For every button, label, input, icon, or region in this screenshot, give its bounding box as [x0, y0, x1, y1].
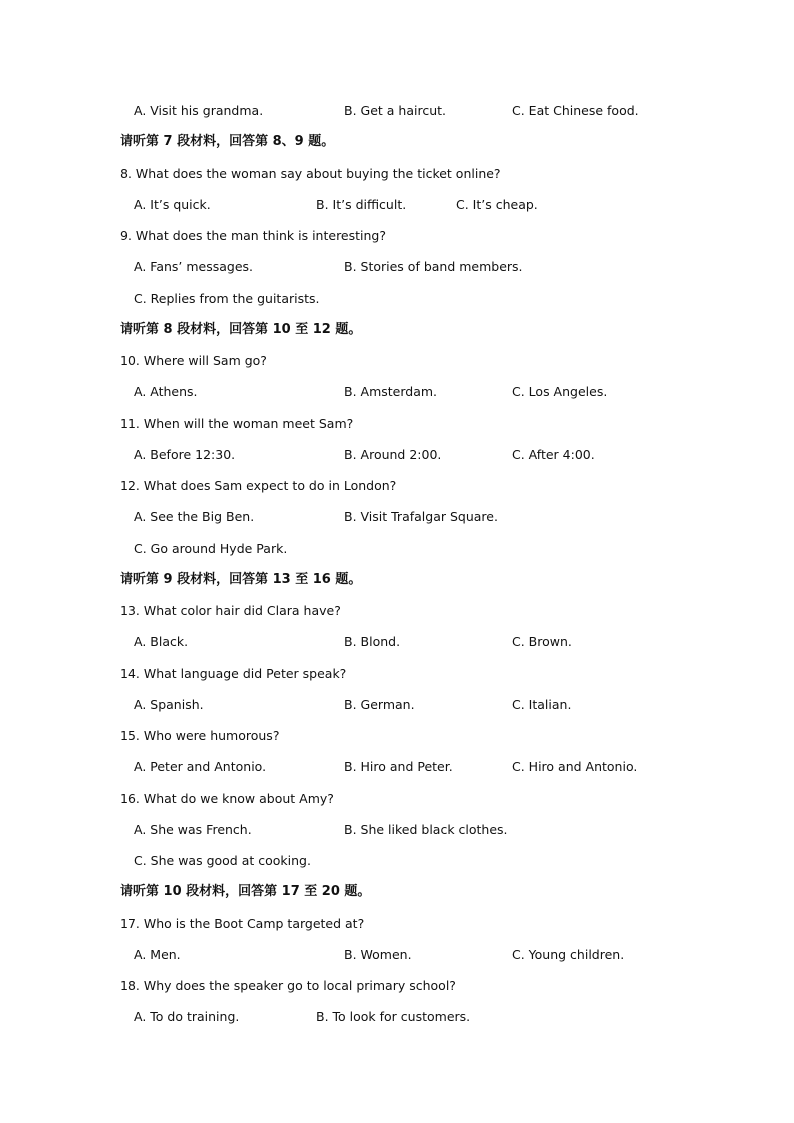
- answer-option: B. It’s difficult.: [316, 196, 407, 212]
- answer-option: A. To do training.: [134, 1009, 240, 1025]
- answer-option: A. It’s quick.: [134, 196, 211, 212]
- answer-option: C. Brown.: [512, 634, 572, 650]
- options-row: [0, 289, 794, 309]
- section-heading: [0, 570, 794, 590]
- section-heading-text: 请听第 9 段材料，回答第 13 至 16 题。: [120, 571, 362, 587]
- question: [0, 476, 794, 496]
- answer-option: A. Men.: [134, 946, 181, 962]
- answer-option: A. Black.: [134, 634, 189, 650]
- answer-option: A. Visit his grandma.: [134, 103, 264, 118]
- answer-option: A. See the Big Ben.: [134, 509, 255, 525]
- options-row: [0, 632, 794, 652]
- options-row: [0, 851, 794, 871]
- options-row: [0, 820, 794, 840]
- answer-option: B. Stories of band members.: [344, 259, 523, 275]
- answer-option: C. After 4:00.: [512, 446, 595, 462]
- answer-option: C. She was good at cooking.: [134, 853, 311, 868]
- section-heading-text: 请听第 10 段材料，回答第 17 至 20 题。: [120, 884, 371, 900]
- question: [0, 164, 794, 184]
- question-text: 9. What does the man think is interesting?: [120, 228, 387, 243]
- question-text: 10. Where will Sam go?: [120, 353, 267, 368]
- answer-option: A. Athens.: [134, 384, 198, 400]
- options-row: [0, 257, 794, 277]
- question: [0, 414, 794, 434]
- answer-option: A. Fans’ messages.: [134, 259, 254, 275]
- answer-option: A. She was French.: [134, 821, 252, 837]
- options-row: [0, 695, 794, 715]
- options-row: [0, 757, 794, 777]
- options-row: [0, 445, 794, 465]
- answer-option: A. Spanish.: [134, 696, 204, 712]
- section-heading: [0, 882, 794, 902]
- section-heading: [0, 320, 794, 340]
- options-row: [0, 382, 794, 402]
- question-text: 13. What color hair did Clara have?: [120, 603, 341, 618]
- answer-option: C. Hiro and Antonio.: [512, 759, 638, 775]
- answer-option: B. Hiro and Peter.: [344, 759, 453, 775]
- answer-option: C. Replies from the guitarists.: [134, 290, 320, 306]
- answer-option: B. Get a haircut.: [344, 103, 446, 118]
- answer-option: A. Before 12:30.: [134, 446, 236, 462]
- question: [0, 351, 794, 371]
- question-text: 15. Who were humorous?: [120, 728, 280, 743]
- question-text: 11. When will the woman meet Sam?: [120, 415, 354, 431]
- question-text: 14. What language did Peter speak?: [120, 665, 347, 681]
- question: [0, 664, 794, 684]
- options-row: [0, 539, 794, 559]
- question: [0, 601, 794, 621]
- answer-option: B. Around 2:00.: [344, 446, 442, 462]
- answer-option: C. Los Angeles.: [512, 384, 608, 400]
- question-text: 8. What does the woman say about buying the ticket online?: [120, 165, 501, 181]
- options-row: [0, 945, 794, 965]
- answer-option: B. Visit Trafalgar Square.: [344, 509, 498, 525]
- answer-option: C. Go around Hyde Park.: [134, 540, 288, 556]
- question: [0, 726, 794, 746]
- answer-option: B. German.: [344, 696, 415, 712]
- question-text: 16. What do we know about Amy?: [120, 790, 334, 806]
- answer-option: C. Young children.: [512, 946, 625, 962]
- answer-option: B. Blond.: [344, 634, 401, 650]
- section-heading-text: 请听第 7 段材料，回答第 8、9 题。: [120, 134, 335, 150]
- section-heading: [0, 132, 794, 152]
- answer-option: B. Women.: [344, 946, 412, 962]
- answer-option: C. Italian.: [512, 696, 572, 712]
- options-row: [0, 101, 794, 121]
- answer-option: B. Amsterdam.: [344, 384, 438, 400]
- answer-option: C. It’s cheap.: [456, 196, 538, 212]
- question: [0, 976, 794, 996]
- options-row: [0, 507, 794, 527]
- question: [0, 789, 794, 809]
- question-text: 18. Why does the speaker go to local primary school?: [120, 978, 456, 993]
- question: [0, 226, 794, 246]
- question: [0, 914, 794, 934]
- options-row: [0, 195, 794, 215]
- question-text: 17. Who is the Boot Camp targeted at?: [120, 915, 365, 931]
- answer-option: B. She liked black clothes.: [344, 821, 508, 837]
- answer-option: C. Eat Chinese food.: [512, 103, 639, 118]
- answer-option: A. Peter and Antonio.: [134, 759, 267, 775]
- section-heading-text: 请听第 8 段材料，回答第 10 至 12 题。: [120, 321, 362, 337]
- options-row: [0, 1007, 794, 1027]
- answer-option: B. To look for customers.: [316, 1009, 471, 1025]
- question-text: 12. What does Sam expect to do in London?: [120, 478, 397, 493]
